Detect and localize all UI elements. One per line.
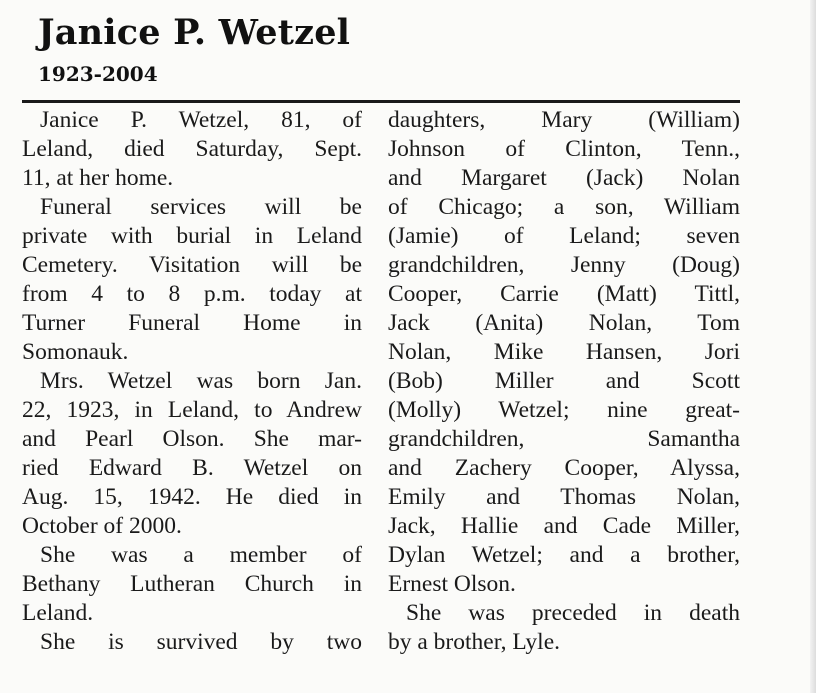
text-line: and Margaret (Jack) Nolan xyxy=(388,165,740,191)
text-line: Jack, Hallie and Cade Miller, xyxy=(388,513,740,539)
paragraph xyxy=(22,106,362,193)
paper-edge xyxy=(810,0,816,693)
paragraph xyxy=(388,106,740,599)
paragraph xyxy=(22,367,362,541)
text-line: She was a member of xyxy=(40,542,362,568)
text-line: Cemetery. Visitation will be xyxy=(22,252,362,278)
text-line: October of 2000. xyxy=(22,513,182,539)
text-line: and Zachery Cooper, Alyssa, xyxy=(388,455,740,481)
text-line: Janice P. Wetzel, 81, of xyxy=(40,107,362,133)
paragraph xyxy=(388,599,740,657)
text-line: grandchildren, Jenny (Doug) xyxy=(388,252,740,278)
obituary-left-column xyxy=(22,106,362,657)
text-line: Bethany Lutheran Church in xyxy=(22,571,362,597)
text-line: by a brother, Lyle. xyxy=(388,629,560,655)
obituary-years: 1923-2004 xyxy=(38,62,158,86)
text-line: of Chicago; a son, William xyxy=(388,194,740,220)
text-line: Funeral services will be xyxy=(40,194,362,220)
obituary-name: Janice P. Wetzel xyxy=(38,12,351,53)
text-line: and Pearl Olson. She mar- xyxy=(22,426,362,452)
text-line: Johnson of Clinton, Tenn., xyxy=(388,136,740,162)
text-line: Leland. xyxy=(22,600,94,626)
text-line: She was preceded in death xyxy=(406,600,740,626)
text-line: Jack (Anita) Nolan, Tom xyxy=(388,310,740,336)
paragraph xyxy=(22,193,362,367)
text-line: Nolan, Mike Hansen, Jori xyxy=(388,339,740,365)
text-line: 22, 1923, in Leland, to Andrew xyxy=(22,397,362,423)
paragraph xyxy=(22,628,362,657)
text-line: Emily and Thomas Nolan, xyxy=(388,484,740,510)
text-line: Ernest Olson. xyxy=(388,571,516,597)
text-line: Turner Funeral Home in xyxy=(22,310,362,336)
text-line: Cooper, Carrie (Matt) Tittl, xyxy=(388,281,740,307)
text-line: Dylan Wetzel; and a brother, xyxy=(388,542,740,568)
text-line: private with burial in Leland xyxy=(22,223,362,249)
text-line: 11, at her home. xyxy=(22,165,174,191)
text-line: She is survived by two xyxy=(40,629,362,655)
text-line: (Molly) Wetzel; nine great- xyxy=(388,397,740,423)
text-line: Mrs. Wetzel was born Jan. xyxy=(40,368,362,394)
text-line: Leland, died Saturday, Sept. xyxy=(22,136,362,162)
text-line: Somonauk. xyxy=(22,339,129,365)
text-line: from 4 to 8 p.m. today at xyxy=(22,281,362,307)
heading-rule xyxy=(22,100,740,103)
text-line: (Bob) Miller and Scott xyxy=(388,368,740,394)
paragraph xyxy=(22,541,362,628)
text-line: daughters, Mary (William) xyxy=(388,107,740,133)
text-line: ried Edward B. Wetzel on xyxy=(22,455,362,481)
obituary-right-column xyxy=(388,106,740,657)
text-line: Aug. 15, 1942. He died in xyxy=(22,484,362,510)
text-line: grandchildren, Samantha xyxy=(388,426,740,452)
text-line: (Jamie) of Leland; seven xyxy=(388,223,740,249)
